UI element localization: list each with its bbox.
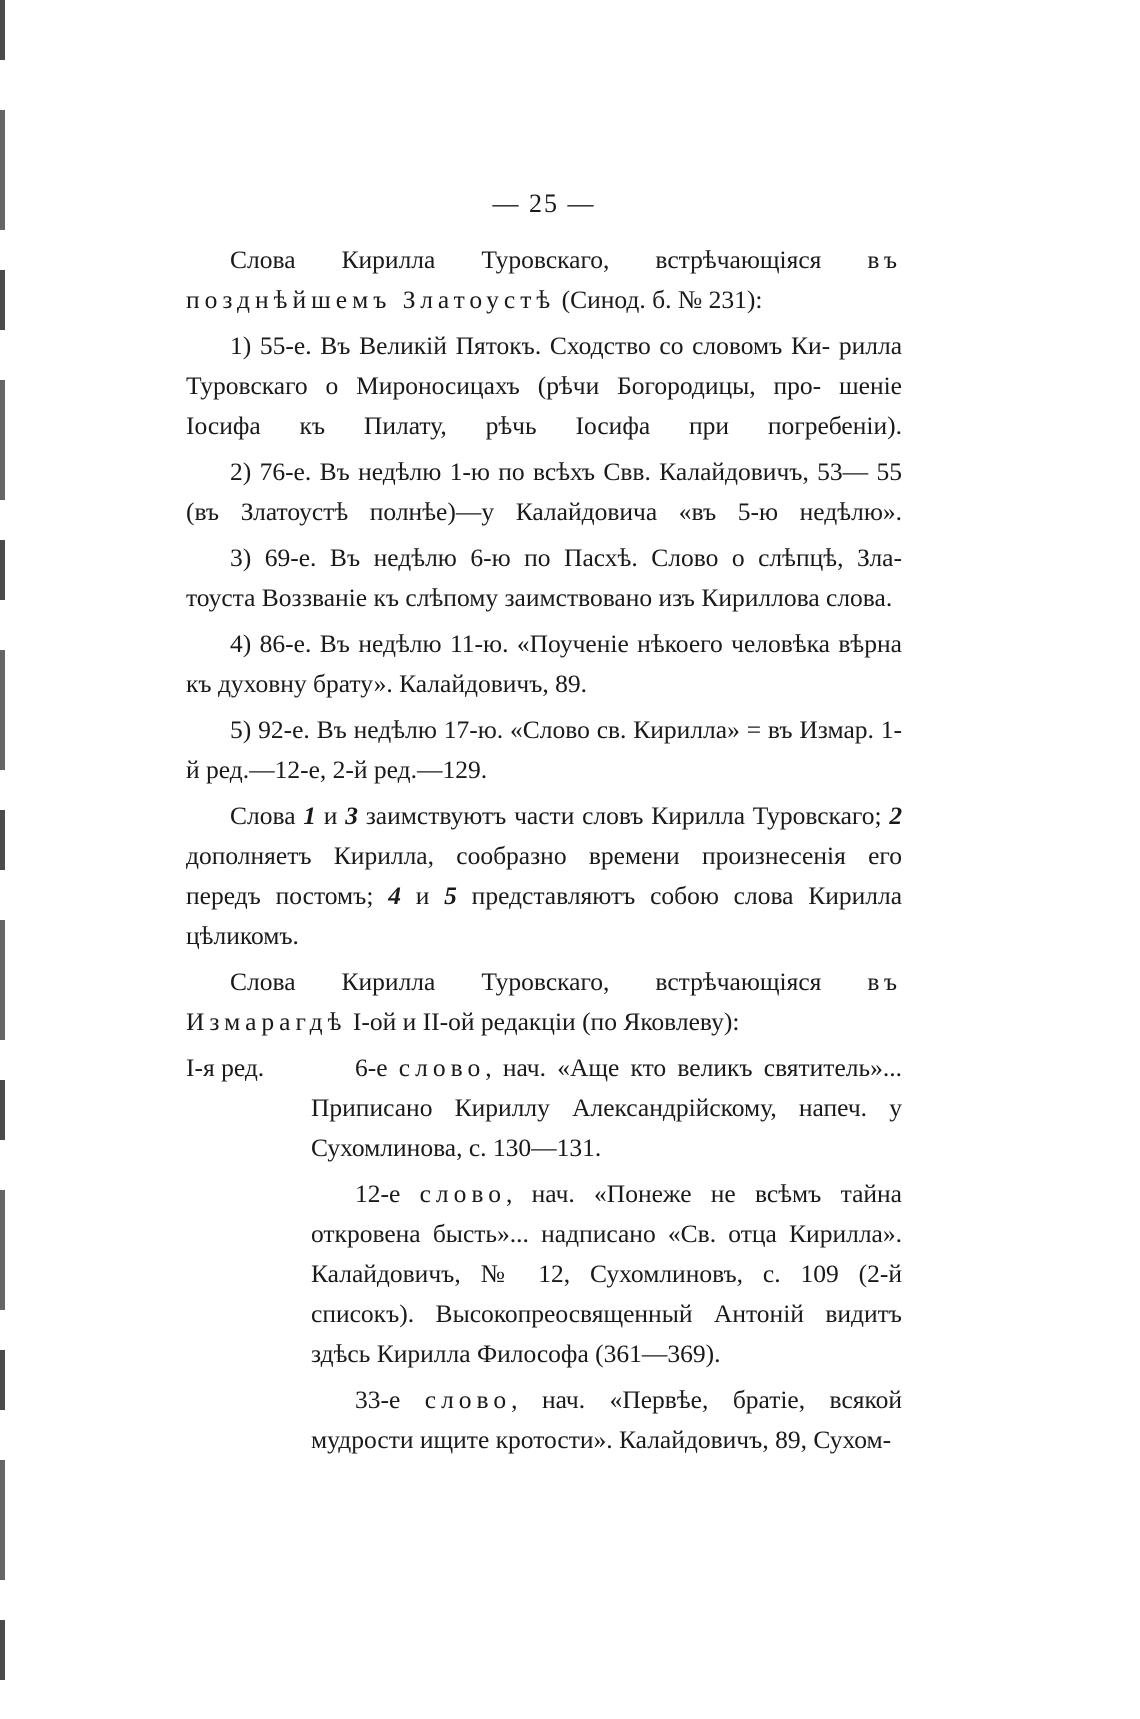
summary-number-2: 2 [889,801,903,830]
summary-text-5: и [415,881,430,910]
list-item [186,326,902,446]
summary-number-1: 1 [303,801,317,830]
item-2-line-1: 2) 76-е. Въ недѣлю 1-ю по всѣхъ Свв. Калайдовичъ, 53— [230,457,869,486]
summary-text-2: и [323,801,338,830]
item-3-line-3: слова. [826,583,893,612]
intro-source: (Синод. б. № 231): [561,285,763,314]
intro-paragraph [186,240,902,320]
intro-text: Слова Кирилла Туровскаго, встрѣчающіяся [230,245,822,274]
list-item [311,1048,902,1168]
izmaragd-spaced-text: въ Измарагдѣ [186,967,903,1036]
summary-number-5: 5 [444,881,457,910]
entry-text: , нач. «Аще кто великъ святитель»... Приписано Кириллу Александрійскому, напеч. у Сухомлинова, с. 130—131. [311,1053,903,1162]
izmaragd-intro-paragraph [186,962,902,1042]
list-item [311,1174,902,1374]
intro-spaced-text: въ позднѣйшемъ Златоустѣ [186,245,903,314]
item-4-line-2: вѣрна къ духовну брату». Калайдовичъ, 89. [186,629,902,698]
izmaragd-edition-text: І-ой и ІІ-ой редакціи (по Яковлеву): [352,1007,740,1036]
summary-text-1: Слова [230,801,296,830]
edition-entries [311,1048,902,1466]
edition-label: І-я ред. [186,1053,265,1082]
list-item [311,1380,902,1460]
summary-paragraph [186,796,902,956]
izmaragd-intro-text: Слова Кирилла Туровскаго, встрѣчающіяся [230,967,822,996]
item-4-line-1: 4) 86-е. Въ недѣлю 11-ю. «Поученіе нѣкоего человѣка [230,629,830,658]
list-item [186,538,902,618]
edition-section [186,1048,902,1466]
entry-text: , нач. «Первѣе, братіе, всякой мудрости ищите кротости». Калайдовичъ, 89, Сухом- [311,1385,902,1454]
document-page [186,186,902,1466]
item-3-line-1: 3) 69-е. Въ недѣлю 6-ю по Пасхѣ. Слово о слѣпцѣ, Зла- [230,543,902,572]
sermon-list [186,326,902,790]
list-item [186,710,902,790]
entry-number: 33-е [355,1385,401,1414]
summary-number-3: 3 [345,801,358,830]
entry-text: , нач. «Понеже не всѣмъ тайна откровена бысть»... надписано «Св. отца Кирилла». Калайдовичъ, № 12, Сухомлиновъ, с. 109 (2-й списокъ). Высокопреосвященный Антоній видитъ здѣсь Кирилла Философа (361—369). [311,1179,903,1368]
item-5-line-2: Измар. 1-й ред.—12-е, 2-й ред.—129. [186,715,903,784]
scan-edge-shadow [0,0,5,1719]
entry-number: 6-е [355,1053,388,1082]
summary-text-6: представляютъ собою слова Кирилла цѣликомъ. [186,881,903,950]
entry-word: слово [398,1053,486,1082]
item-5-line-1: 5) 92-е. Въ недѣлю 17-ю. «Слово св. Кирилла» = въ [230,715,793,744]
summary-number-4: 4 [388,881,401,910]
list-item [186,452,902,532]
entry-word: слово [419,1179,506,1208]
list-item [186,624,902,704]
entry-number: 12-е [355,1179,401,1208]
entry-word: слово [424,1385,512,1414]
item-1-line-2: рилла Туровскаго о Мироносицахъ (рѣчи Богородицы, про- [186,331,903,400]
item-2-line-2: 55 (въ Златоустѣ полнѣе)—у Калайдовича «въ 5-ю недѣлю». [186,457,902,526]
item-3-line-2: тоуста Воззваніе къ слѣпому заимствовано изъ Кириллова [186,583,820,612]
item-1-line-3: шеніе Іосифа къ Пилату, рѣчь Іосифа при погребеніи). [186,371,903,440]
summary-text-4: дополняетъ Кирилла, сообразно времени произнесенія его передъ постомъ; [186,841,902,910]
summary-text-3: заимствуютъ части словъ Кирилла Туровскаго; [365,801,882,830]
item-1-line-1: 1) 55-е. Въ Великій Пятокъ. Сходство со словомъ Ки- [230,331,831,360]
page-number: — 25 — [492,189,596,218]
